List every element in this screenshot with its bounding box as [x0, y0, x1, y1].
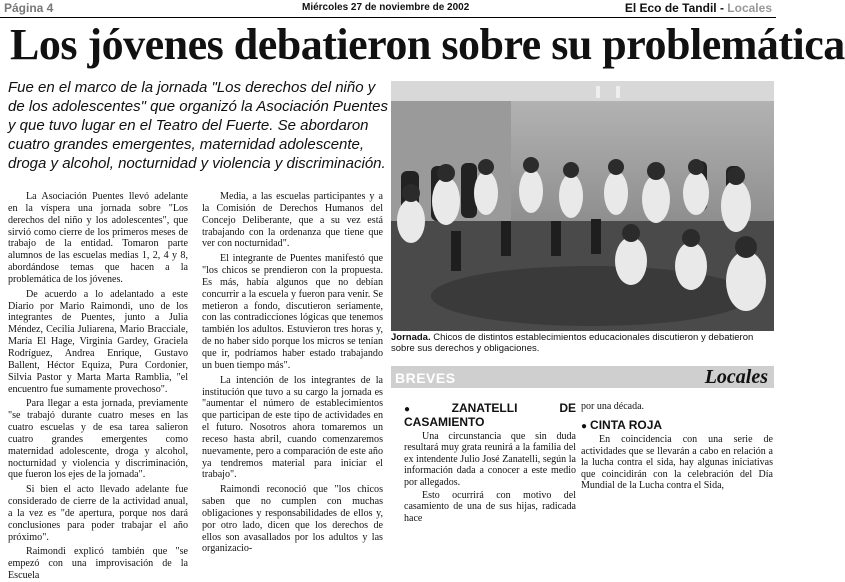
publication-title: El Eco de Tandil — [624, 1, 717, 15]
section-name: Locales — [727, 1, 772, 15]
page-header — [0, 0, 776, 18]
brief-cinta-roja — [581, 401, 773, 501]
brief-title — [404, 401, 576, 429]
brief-zanatelli — [404, 401, 576, 524]
article-column-2 — [202, 191, 383, 555]
paragraph: Una circunstancia que sin duda resultará muy grata reunirá a la familia del ex intendente Julio José Zanatelli, según la información dada a conocer a este medio por allegados. — [404, 431, 576, 488]
brief-title — [581, 418, 773, 432]
publication-name — [625, 1, 772, 15]
news-photo — [391, 81, 774, 331]
bullet-icon: ● — [581, 421, 588, 433]
lead-paragraph: Fue en el marco de la jornada "Los derechos del niño y de los adolescentes" que organizó la Asociación Puentes y que tuvo lugar en el Teatro del Fuerte. Se abordaron cuatro grandes emergentes, maternidad adolescente, droga y alcohol, nocturnidad y violencia y discriminación. — [8, 79, 389, 172]
paragraph: Raimondi reconoció que "los chicos saben que no cumplen con muchas obligaciones y responsabilidades de ellos y, por otro lado, dicen que los derechos de ellos son avasallados por los adultos y las organizacio- — [202, 484, 383, 555]
breves-section-name: Locales — [704, 366, 768, 388]
caption-label: Jornada. — [391, 332, 431, 343]
headline: Los jóvenes debatieron sobre su problemática — [10, 20, 845, 69]
breves-label: BREVES — [395, 370, 456, 386]
paragraph: La Asociación Puentes llevó adelante en la víspera una jornada sobre "Los derechos del niño y los adolescentes", que sirvió como cierre de los primeros meses de trabajo de la entidad. Tomaron parte alumnos de las escuelas medias 1, 2, 4 y 8, abordándose temas que hacen a la problemática de los jóvenes. — [8, 191, 188, 285]
paragraph: Raimondi explicó también que "se empezó con una improvisación de la Escuela — [8, 546, 188, 582]
paragraph: El integrante de Puentes manifestó que "los chicos se prendieron con la propuesta. Es más, había algunos que no debían concurrir a la escuela y fueron para venir. Se metieron a fondo, discutieron seriamente, con las contradicciones lógicas que tenemos también los adultos. Estuvieron tres horas y, de no haber sido porque los micros se tenían que ir, podríamos haber estado trabajando un buen tiempo más". — [202, 253, 383, 371]
brief-title-text: CINTA ROJA — [590, 418, 663, 433]
students-photo-illustration — [391, 81, 774, 331]
paragraph: De acuerdo a lo adelantado a este Diario por Mario Raimondi, uno de los integrantes de Puentes, junto a Julia Méndez, Cecilia Juliarena, Mario Bracciale, María El Hage, Virginia Gardey, Graciela Rodríguez, Andrea Enrique, Gustavo Ballent, Héctor Equiza, Pura Cordonier, Silvia Pastor y Marta Marta Ramblia, "el encuentro fue sumamente provechoso". — [8, 288, 188, 395]
caption-text: Chicos de distintos establecimientos educacionales discutieron y debatieron sobre sus derechos y obligaciones. — [391, 332, 754, 354]
bullet-icon: ● — [404, 404, 449, 415]
paragraph: Esto ocurrirá con motivo del casamiento de una de sus hijas, radicada hace — [404, 490, 576, 524]
breves-section-header — [391, 366, 774, 388]
brief-continuation: por una década. — [581, 401, 645, 412]
header-separator: - — [719, 1, 724, 15]
paragraph: Media, a las escuelas participantes y a la Comisión de Derechos Humanos del Concejo Deliberante, que a su vez está trabajando con la ordenanza que tiene que ver con nocturnidad". — [202, 191, 383, 250]
issue-date: Miércoles 27 de noviembre de 2002 — [302, 2, 470, 13]
paragraph: Si bien el acto llevado adelante fue considerado de cierre de la actividad anual, a la vez es "de apertura, porque nos dará conclusiones para poder trabajar el año próximo". — [8, 484, 188, 543]
brief-title-text: ZANATELLI DE CASAMIENTO — [404, 401, 576, 429]
photo-caption — [391, 332, 774, 354]
paragraph: La intención de los integrantes de la institución que tuvo a su cargo la jornada es "aumentar el número de establecimientos que participan de este tipo de actividades en el futuro. Nosotros ahora tomaremos un receso hasta abril, cuando comenzaremos nuevamente, pero a comparación de este año ya tendremos material para iniciar el trabajo". — [202, 374, 383, 481]
article-column-1 — [8, 191, 188, 582]
paragraph: En coincidencia con una serie de actividades que se llevarán a cabo en relación a la lucha contra el sida, hay algunas iniciativas que coincidirán con la celebración del Día Mundial de la Lucha contra el Sida, — [581, 434, 773, 492]
paragraph: Para llegar a esta jornada, previamente "se trabajó durante cuatro meses en las cuatro escuelas y de esa tarea salieron cuatro grandes emergentes como maternidad adolescente, droga y alcohol, nocturnidad y violencia y discriminación, que fueron los ejes de la jornada". — [8, 398, 188, 481]
page-number: Página 4 — [4, 1, 54, 15]
